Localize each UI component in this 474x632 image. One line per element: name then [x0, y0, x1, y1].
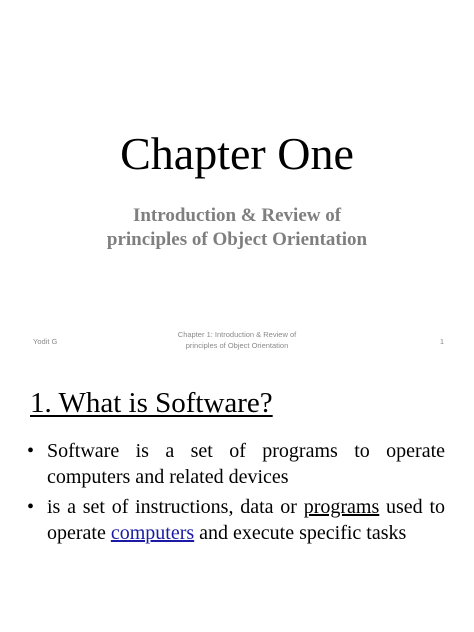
bullet-1-text: Software is a set of programs to operate computers and related devices — [47, 440, 445, 488]
footer-author: Yodit G — [33, 337, 58, 346]
slide-subtitle — [0, 204, 474, 252]
footer-chapter-title — [167, 329, 307, 351]
section-heading: 1. What is Software? — [30, 387, 273, 419]
slide-footer — [0, 326, 474, 356]
slide-title: Chapter One — [120, 128, 354, 179]
bullet-2-text-c: and execute specific tasks — [194, 522, 407, 544]
subtitle-line-1: Introduction & Review of — [132, 205, 342, 226]
computers-link[interactable]: computers — [110, 522, 195, 544]
bullet-item-1 — [25, 438, 445, 490]
subtitle-line-2: principles of Object Orientation — [106, 229, 368, 250]
programs-link[interactable]: programs — [303, 496, 380, 518]
slide-2 — [0, 360, 474, 632]
bullet-item-2 — [25, 494, 445, 546]
footer-chapter-line-2: principles of Object Orientation — [185, 341, 289, 350]
bullet-2-text-b: used to operate — [47, 496, 445, 544]
footer-chapter-line-1: Chapter 1: Introduction & Review of — [177, 330, 297, 339]
bullet-2-text-a: is a set of instructions, data or — [47, 496, 304, 518]
footer-page-number: 1 — [439, 337, 444, 346]
bullet-list — [25, 438, 445, 550]
